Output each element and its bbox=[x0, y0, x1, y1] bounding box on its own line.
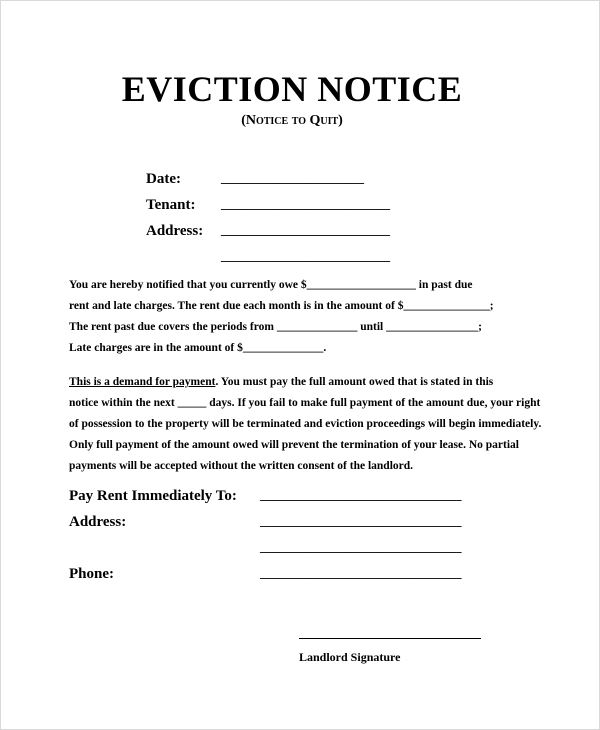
demand-line-2: notice within the next _____ days. If you fail to make full payment of the amount due, your right bbox=[69, 397, 541, 409]
date-label: Date: bbox=[146, 171, 181, 187]
demand-line-1-rest: . You must pay the full amount owed that is stated in this bbox=[215, 376, 494, 388]
signature-label: Landlord Signature bbox=[299, 650, 401, 664]
subtitle-open: (N bbox=[241, 113, 256, 128]
demand-emphasis: This is a demand for payment bbox=[69, 376, 216, 388]
pay-rent-to-label: Pay Rent Immediately To: bbox=[69, 488, 237, 504]
tenant-label: Tenant: bbox=[146, 197, 196, 213]
notice-line-1: You are hereby notified that you currently owe $___________________ in past due bbox=[69, 279, 473, 291]
demand-line-4: Only full payment of the amount owed will prevent the termination of your lease. No partial bbox=[69, 439, 519, 451]
date-field[interactable]: ______________________ bbox=[221, 170, 364, 185]
phone-field[interactable]: _______________________________ bbox=[260, 565, 462, 580]
subtitle-smallcaps: otice to Quit bbox=[255, 113, 339, 128]
tenant-field[interactable]: __________________________ bbox=[221, 196, 390, 211]
subtitle-close: ) bbox=[338, 113, 343, 128]
address-label: Address: bbox=[146, 223, 204, 239]
demand-line-5: payments will be accepted without the written consent of the landlord. bbox=[69, 460, 414, 472]
document-title: EVICTION NOTICE bbox=[121, 69, 463, 109]
document-subtitle bbox=[0, 113, 584, 129]
notice-line-4: Late charges are in the amount of $______________. bbox=[69, 342, 327, 354]
payment-address-field-2[interactable]: _______________________________ bbox=[260, 539, 462, 554]
address-field-line-1[interactable]: __________________________ bbox=[221, 222, 390, 237]
phone-label: Phone: bbox=[69, 566, 114, 582]
signature-line[interactable] bbox=[299, 638, 481, 639]
payment-address-label: Address: bbox=[69, 514, 127, 530]
payment-address-field-1[interactable]: _______________________________ bbox=[260, 513, 462, 528]
notice-line-2: rent and late charges. The rent due each month is in the amount of $_______________; bbox=[69, 300, 494, 312]
notice-line-3: The rent past due covers the periods from ______________ until ________________; bbox=[69, 321, 482, 333]
pay-rent-to-field[interactable]: _______________________________ bbox=[260, 487, 462, 502]
demand-line-3: of possession to the property will be terminated and eviction proceedings will begin immediately. bbox=[69, 418, 542, 430]
demand-line-1 bbox=[69, 376, 493, 388]
address-field-line-2[interactable]: __________________________ bbox=[221, 248, 390, 263]
